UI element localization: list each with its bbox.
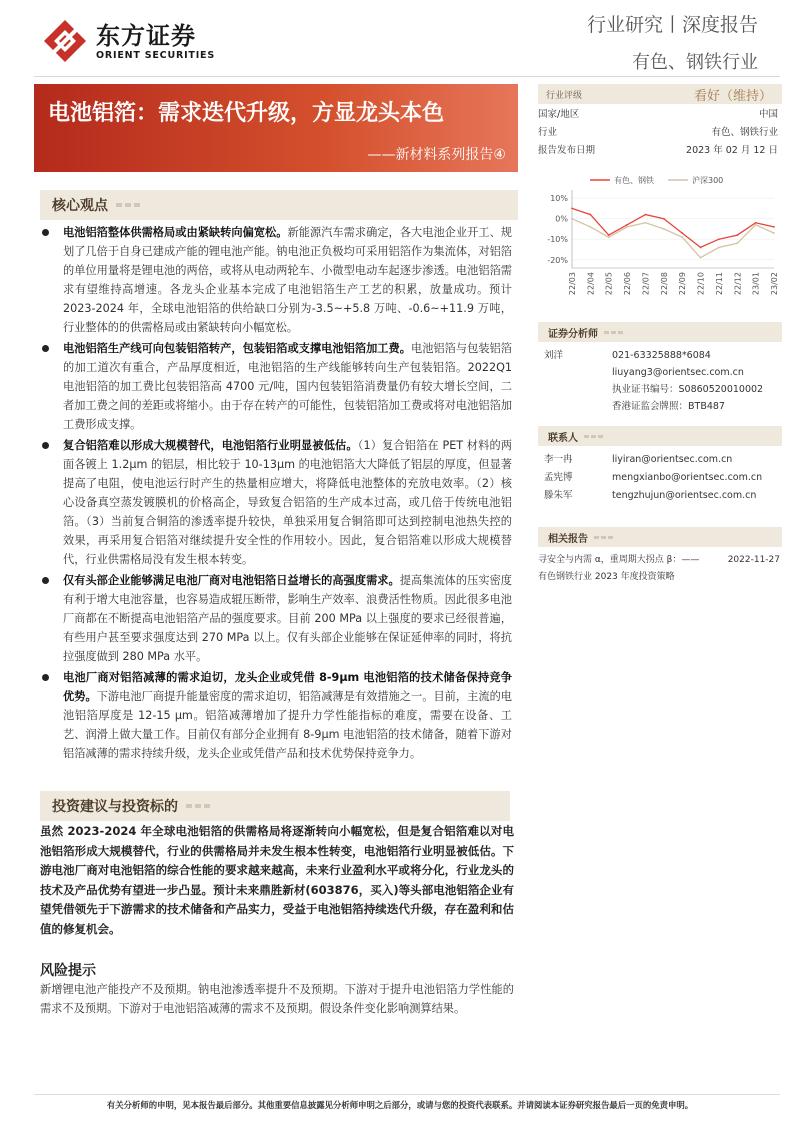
legend-label: 有色、钢铁 [614,176,654,185]
series-point [736,234,738,236]
x-tick-label: 22/10 [696,272,706,296]
analyst-name: 刘洋 [544,350,564,361]
bullet-lead: 复合铝箔难以形成大规模替代，电池铝箔行业明显被低估。 [63,439,358,452]
series-point [608,236,610,238]
y-tick-label: 10% [550,194,568,204]
x-tick-label: 22/06 [623,272,633,296]
invest-text: 虽然 2023-2024 年全球电池铝箔的供需格局将逐渐转向小幅宽松，但是复合铝箔难以对电池铝箔形成大规模替代，行业的供需格局并未发生根本性转变，电池铝箔行业明显被低估。下游电池厂商对电池铝箔的综合性能的要求越来越高，未来行业盈利水平或将分化，行业龙头的技术及产品优势有望进一步凸显。预计未来鼎胜新材(603876，买入)等头部电池铝箔企业有望凭借领先于下游需求的技术储备和产品实力，受益于电池铝箔持续迭代升级，存在盈利和估值的修复机会。 [40,824,514,936]
series-point [589,214,591,216]
x-tick-label: 22/03 [568,272,577,296]
y-tick-label: -20% [547,255,568,265]
series-point [773,232,775,234]
x-tick-label: 23/02 [770,272,779,296]
analyst-section-title: 证券分析师 [548,328,598,340]
series-point [626,226,628,228]
bullet-body: 下游电池厂商提升能量密度的需求迫切，铝箔减薄是有效措施之一。目前，主流的电池铝箔厚度是 12-15 μm。铝箔减薄增加了提升力学性能指标的难度，需要在设备、工艺、润滑上做大量工作。目前仅有部分企业拥有 8-9μm 电池铝箔的技术储备，随着下游对铝箔减薄的需求持续升级，龙头企业或凭借产品和技术优势保持竞争力。 [63,690,512,760]
series-point [755,222,757,224]
series-point [571,207,573,209]
decor-dots [116,203,140,207]
series-point [571,218,573,220]
bullet-body: （1）复合铝箔在 PET 材料的两面各镀上 1.2μm 的铝层，相比较于 10-13μm 的电池铝箔大大降低了铝层的厚度，但显著提高了电阻，使电池运行时产生的热量相应增大，将降低电池整体的充放电效率。（2）核心设备真空蒸发镀膜机的价格高企，导致复合铝箔的生产成本过高，或几倍于传统电池铝箔。（3）当前复合铜箔的渗透率提升较快，单独采用复合铜箔即可达到控制电池热失控的效果，再采用复合铝箔对继续提升安全性的作用较小。因此，复合铝箔难以形成大规模替代，行业供需格局没有发生根本转变。 [63,439,512,566]
series-point [608,234,610,236]
risk-text: 新增锂电池产能投产不及预期。钠电池渗透率提升不及预期。下游对于提升电池铝箔力学性能的需求不及预期。下游对于电池铝箔减薄的需求不及预期。假设条件变化影响测算结果。 [40,983,514,1015]
rating-info [538,106,782,160]
contact-email[interactable]: tengzhujun@orientsec.com.cn [612,490,757,501]
series-point [736,242,738,244]
risk-title: 风险提示 [40,963,96,979]
bullet-item [40,571,512,666]
contact-row [544,469,784,487]
bullet-item [40,223,512,337]
contact-email[interactable]: mengxianbo@orientsec.com.cn [612,472,763,483]
info-key: 行业 [538,127,558,138]
x-tick-label: 22/05 [604,272,614,296]
disclaimer-footer: 有关分析师的申明，见本报告最后部分。其他重要信息披露见分析师申明之后部分，或请与您的投资代表联系。并请阅读本证券研究报告最后一页的免责申明。 [106,1100,694,1110]
contact-name: 李一冉 [544,454,573,465]
info-key: 国家/地区 [538,109,580,120]
x-tick-label: 22/07 [641,272,651,296]
industry-label: 有色、钢铁行业 [632,52,758,73]
bullet-item [40,339,512,434]
invest-section-title: 投资建议与投资标的 [52,799,178,815]
related-section-title: 相关报告 [548,533,588,545]
core-section-header [40,190,518,220]
series-point [718,247,720,249]
bullet-lead: 电池厂商对铝箔减薄的需求迫切，龙头企业或凭借 8-9μm 电池铝箔的技术储备保持竞争优势。 [63,671,512,703]
bullet-item [40,436,512,569]
bullet-lead: 仅有头部企业能够满足电池厂商对电池铝箔日益增长的高强度需求。 [63,574,400,587]
core-bullets [40,223,512,765]
logo-text-en: ORIENT SECURITIES [96,49,215,61]
report-subtitle: ——新材料系列报告④ [367,147,506,163]
series-point [681,236,683,238]
header-divider [34,76,780,77]
related-report-title: 寻安全与内需 α，重周期大拐点 β：—— [538,555,700,565]
bullet-body: 提高集流体的压实密度有利于增大电池容量，也容易造成辊压断带，影响生产效率、浪费活性物质。因此很多电池厂商都在不断提高电池铝箔产品的强度要求。目前 200 MPa 以上强度的要求已经很普遍，有些用户甚至要求强度达到 270 MPa 以上。仅有头部企业能够在保证延伸率的同时，将抗拉强度做到 280 MPa 水平。 [63,574,512,663]
x-tick-label: 22/09 [678,272,688,296]
series-point [681,232,683,234]
info-value: 2023 年 02 月 12 日 [686,145,778,156]
series-point [645,214,647,216]
x-tick-label: 22/11 [714,272,724,296]
related-section-header [538,527,782,547]
series-point [645,222,647,224]
info-row-date [538,142,782,160]
analyst-hk-license: 香港证监会牌照：BTB487 [612,401,725,412]
series-point [626,224,628,226]
contact-row [544,487,784,505]
analyst-phone: 021-63325888*6084 [612,350,711,361]
report-type: 行业研究丨深度报告 [586,14,758,36]
analyst-email[interactable]: liuyang3@orientsec.com.cn [612,367,744,378]
decor-dots [594,536,613,539]
series-point [755,224,757,226]
footer-divider [34,1094,780,1095]
core-section-title: 核心观点 [52,198,108,214]
related-report-item[interactable] [538,552,782,569]
legend-label: 沪深300 [692,176,724,185]
rating-bar [538,84,782,104]
invest-section-header [40,791,510,821]
series-point [589,226,591,228]
decor-dots [186,804,210,808]
series-point [700,257,702,259]
logo-text-cn: 东方证券 [96,21,196,50]
decor-dots [604,331,623,334]
series-point [700,247,702,249]
info-value: 中国 [758,109,778,120]
series-line [572,219,774,258]
analyst-info [612,347,763,415]
related-report-title: 有色钢铁行业 2023 年度投资策略 [538,572,675,582]
x-tick-label: 22/08 [659,272,669,296]
related-report-date: 2022-11-27 [727,555,780,565]
info-row-region [538,106,782,124]
x-tick-label: 23/01 [751,272,761,296]
series-point [773,226,775,228]
contact-row [544,451,784,469]
series-point [718,238,720,240]
related-reports [538,552,782,586]
bullet-lead: 电池铝箔生产线可向包装铝箔转产，包装铝箔或支撑电池铝箔加工费。 [63,342,411,355]
rating-label: 行业评级 [546,90,583,101]
bullet-body: 电池铝箔与包装铝箔的加工道次有重合，产品厚度相近，电池铝箔的生产线能够转向生产包装铝箔。2022Q1 电池铝箔的加工费比包装铝箔高 4700 元/吨，国内包装铝箔消费量仍有较大增长空间，二者加工费之间的差距或将缩小。由于存在转产的可能性，包装铝箔加工费或将对电池铝箔加工费形成支撑。 [63,342,512,431]
orient-logo-icon [42,18,88,64]
contact-section-header [538,426,782,446]
info-key: 报告发布日期 [538,145,596,156]
rating-value: 看好（维持） [693,88,772,104]
decor-dots [584,435,603,438]
series-point [663,218,665,220]
analyst-cert: 执业证书编号：S0860520010002 [612,384,764,395]
bullet-item [40,668,512,763]
bullet-body: 新能源汽车需求确定，各大电池企业开工、规划了几倍于自身已建成产能的锂电池产能。钠电池正负极均可采用铝箔作为集流体，对铝箔的单位用量将是锂电池的两倍，或将从电动两轮车、小微型电动车起逐步渗透。电池铝箔需求有望维持高增速。各龙头企业基本完成了电池铝箔生产工艺的积累，放量成功。预计 2023-2024 年，全球电池铝箔的供给缺口分别为-3.5~+5.8 万吨、-0.6~+11.9 万吨，行业整体的的供需格局或由紧缺转向小幅宽松。 [63,226,512,334]
contacts-list [544,451,784,505]
performance-chart [538,172,782,302]
company-logo [42,18,215,64]
contact-email[interactable]: liyiran@orientsec.com.cn [612,454,733,465]
contact-name: 孟宪博 [544,472,573,483]
info-row-industry [538,124,782,142]
bullet-lead: 电池铝箔整体供需格局或由紧缺转向偏宽松。 [63,226,288,239]
series-point [663,228,665,230]
title-banner [34,84,518,172]
y-tick-label: 0% [555,214,568,224]
report-header [587,12,758,74]
analyst-section-header [538,322,782,342]
series-line [572,208,774,247]
report-title: 电池铝箔：需求迭代升级，方显龙头本色 [48,101,445,126]
related-report-item[interactable] [538,569,782,586]
x-tick-label: 22/12 [733,272,743,296]
contact-name: 滕朱军 [544,490,573,501]
y-tick-label: -10% [547,235,568,245]
contact-section-title: 联系人 [548,432,578,444]
info-value: 有色、钢铁行业 [711,127,778,138]
x-tick-label: 22/04 [586,272,596,296]
